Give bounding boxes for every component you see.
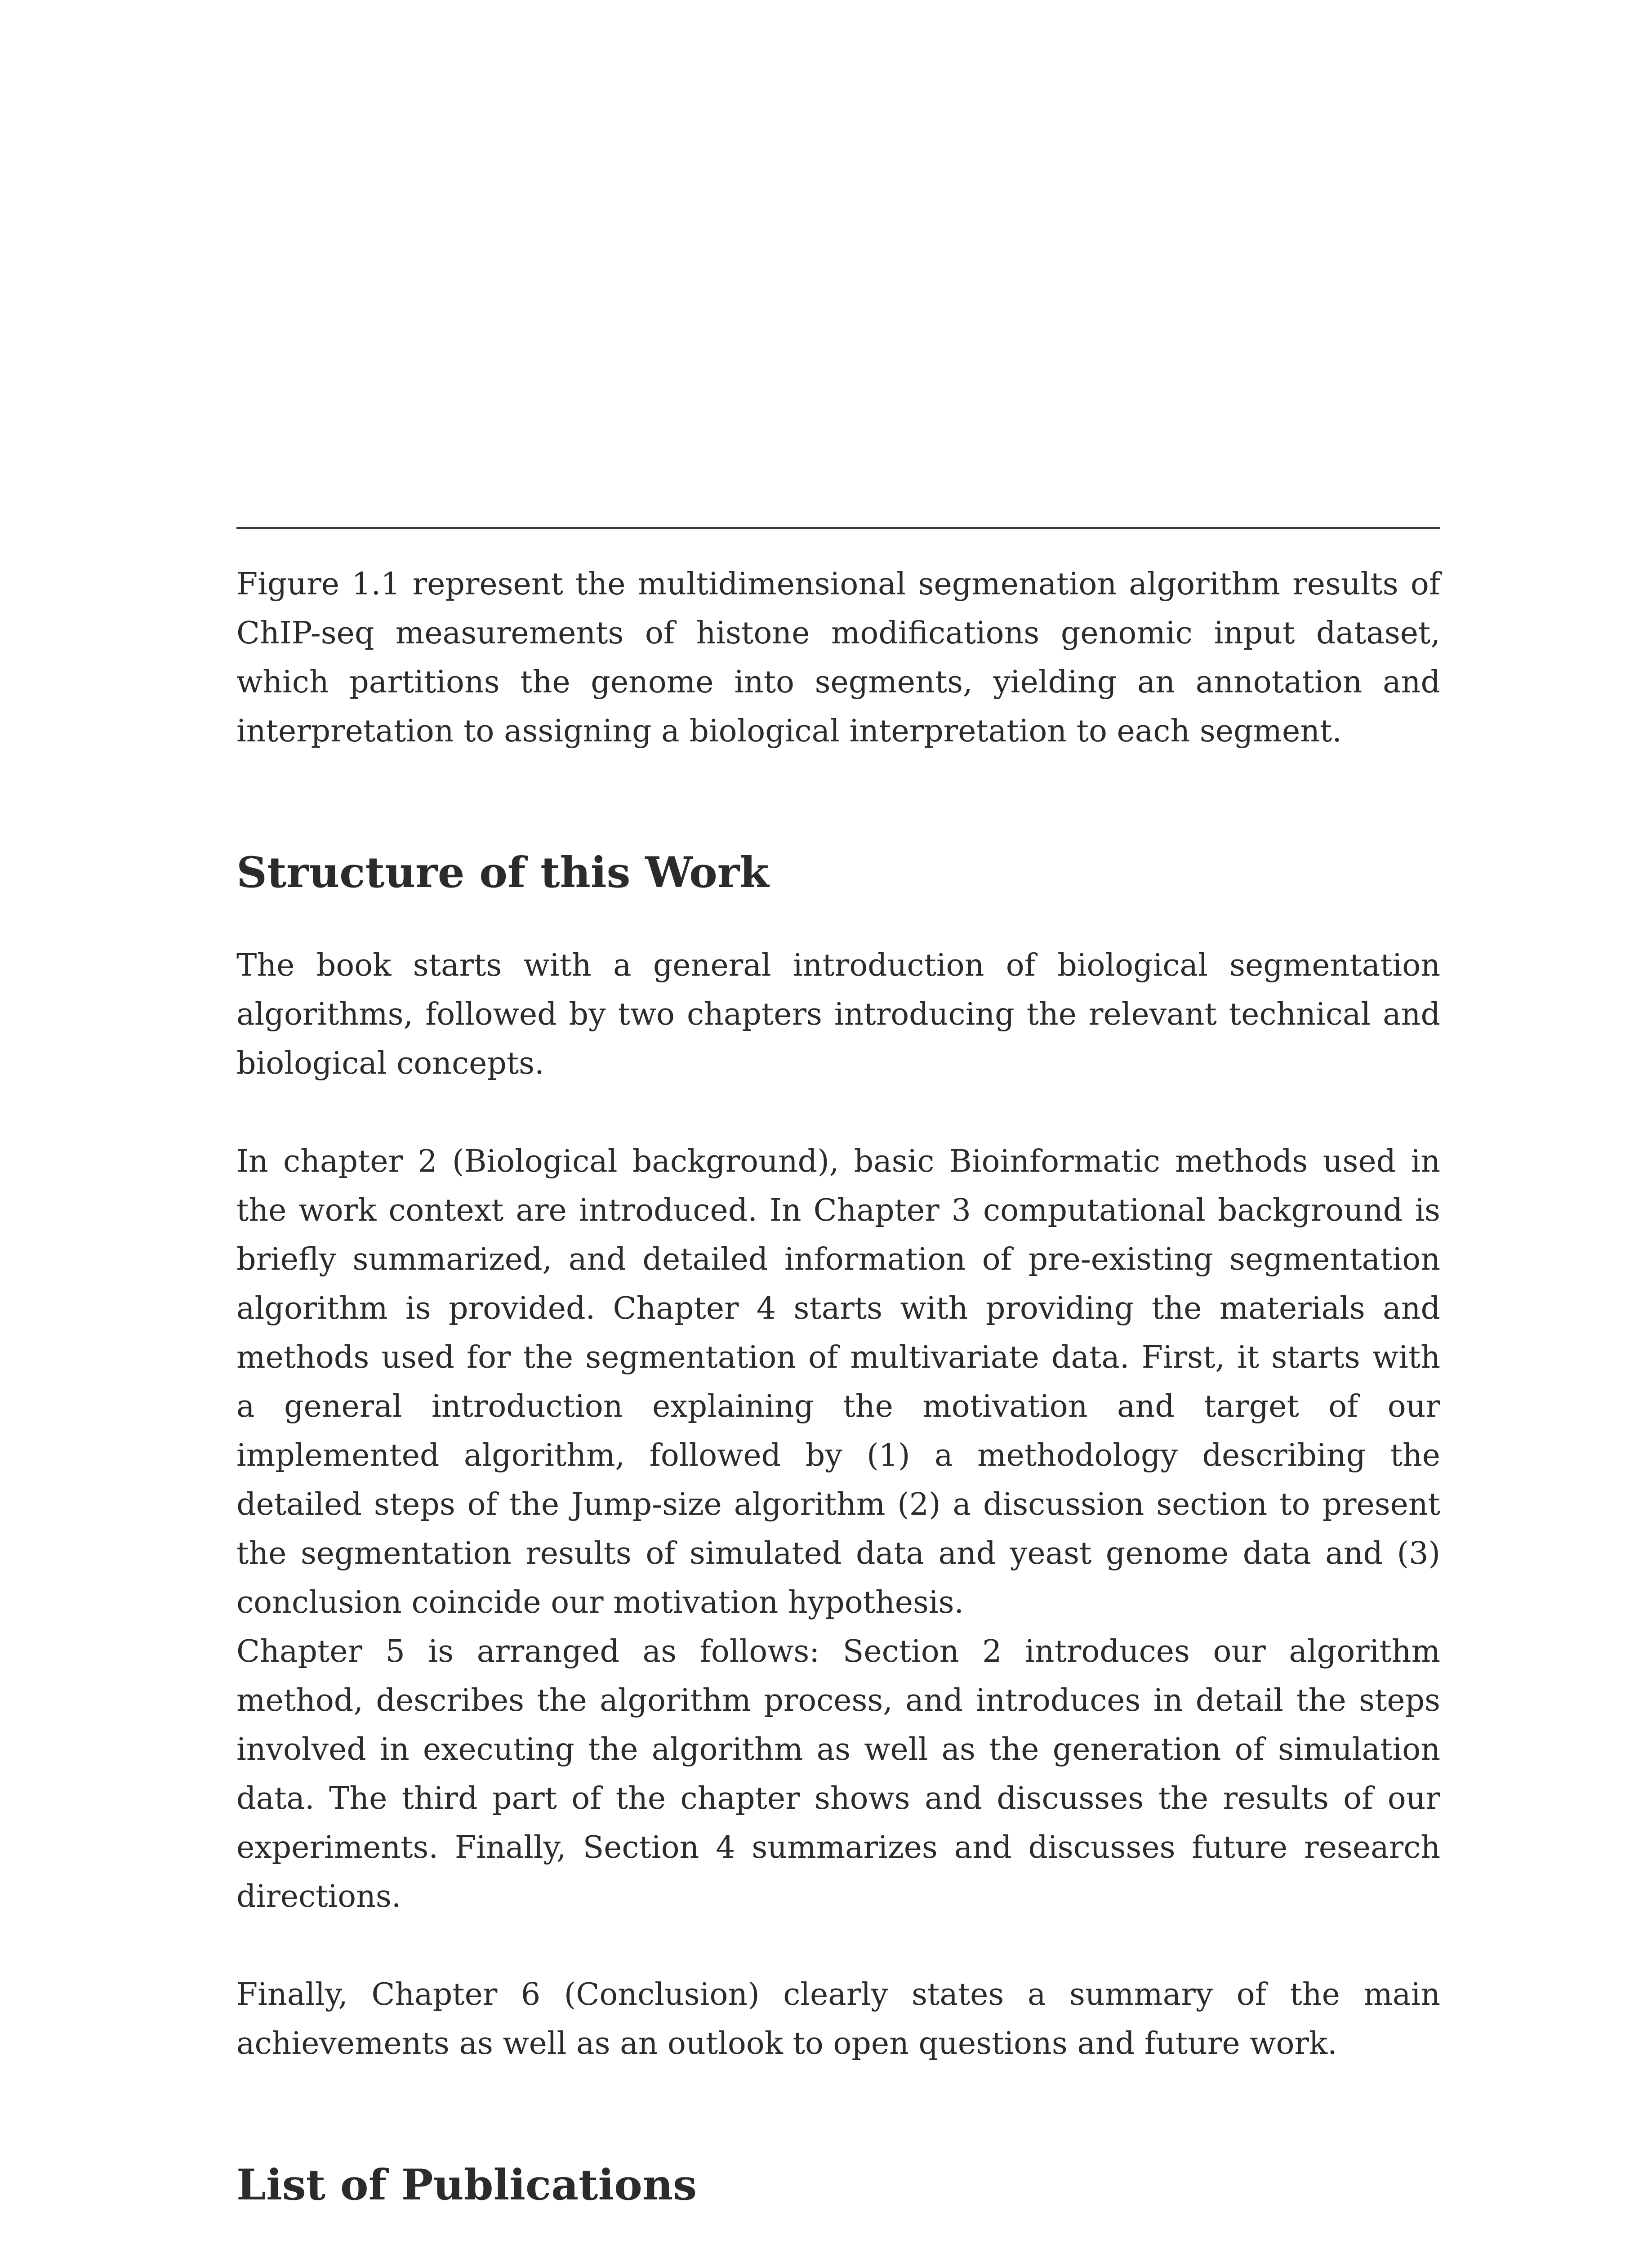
structure-heading: Structure of this Work — [236, 848, 769, 897]
structure-paragraph-4: Finally, Chapter 6 (Conclusion) clearly states a summary of the main achievements as well as an outlook to open questions and future work. — [236, 1977, 1440, 2061]
structure-paragraph-2: In chapter 2 (Biological background), basic Bioinformatic methods used in the work context are introduced. In Chapter 3 computational background is briefly summarized, and detailed information of pre-existing segmentation algorithm is provided. Chapter 4 starts with providing the materials and methods used for the segmentation of multivariate data. First, it starts with a general introduction explaining the motivation and target of our implemented algorithm, followed by (1) a methodology describing the detailed steps of the Jump-size algorithm (2) a discussion section to present the segmentation results of simulated data and yeast genome data and (3) conclusion coincide our motivation hypothesis. — [236, 1144, 1440, 1620]
intro-paragraph: Figure 1.1 represent the multidimensional segmenation algorithm results of ChIP-seq measurements of histone modifications genomic input dataset, which partitions the genome into segments, yielding an annotation and interpretation to assigning a biological interpretation to each segment. — [236, 566, 1440, 749]
publications-heading: List of Publications — [236, 2160, 697, 2210]
structure-paragraph-1: The book starts with a general introduction of biological segmentation algorithms, followed by two chapters introducing the relevant technical and biological concepts. — [236, 948, 1440, 1081]
header-rule — [236, 527, 1440, 529]
page-body — [236, 560, 1440, 2248]
structure-paragraph-3: Chapter 5 is arranged as follows: Section 2 introduces our algorithm method, describes the algorithm process, and introduces in detail the steps involved in executing the algorithm as well as the generation of simulation data. The third part of the chapter shows and discusses the results of our experiments. Finally, Section 4 summarizes and discusses future research directions. — [236, 1634, 1440, 1914]
